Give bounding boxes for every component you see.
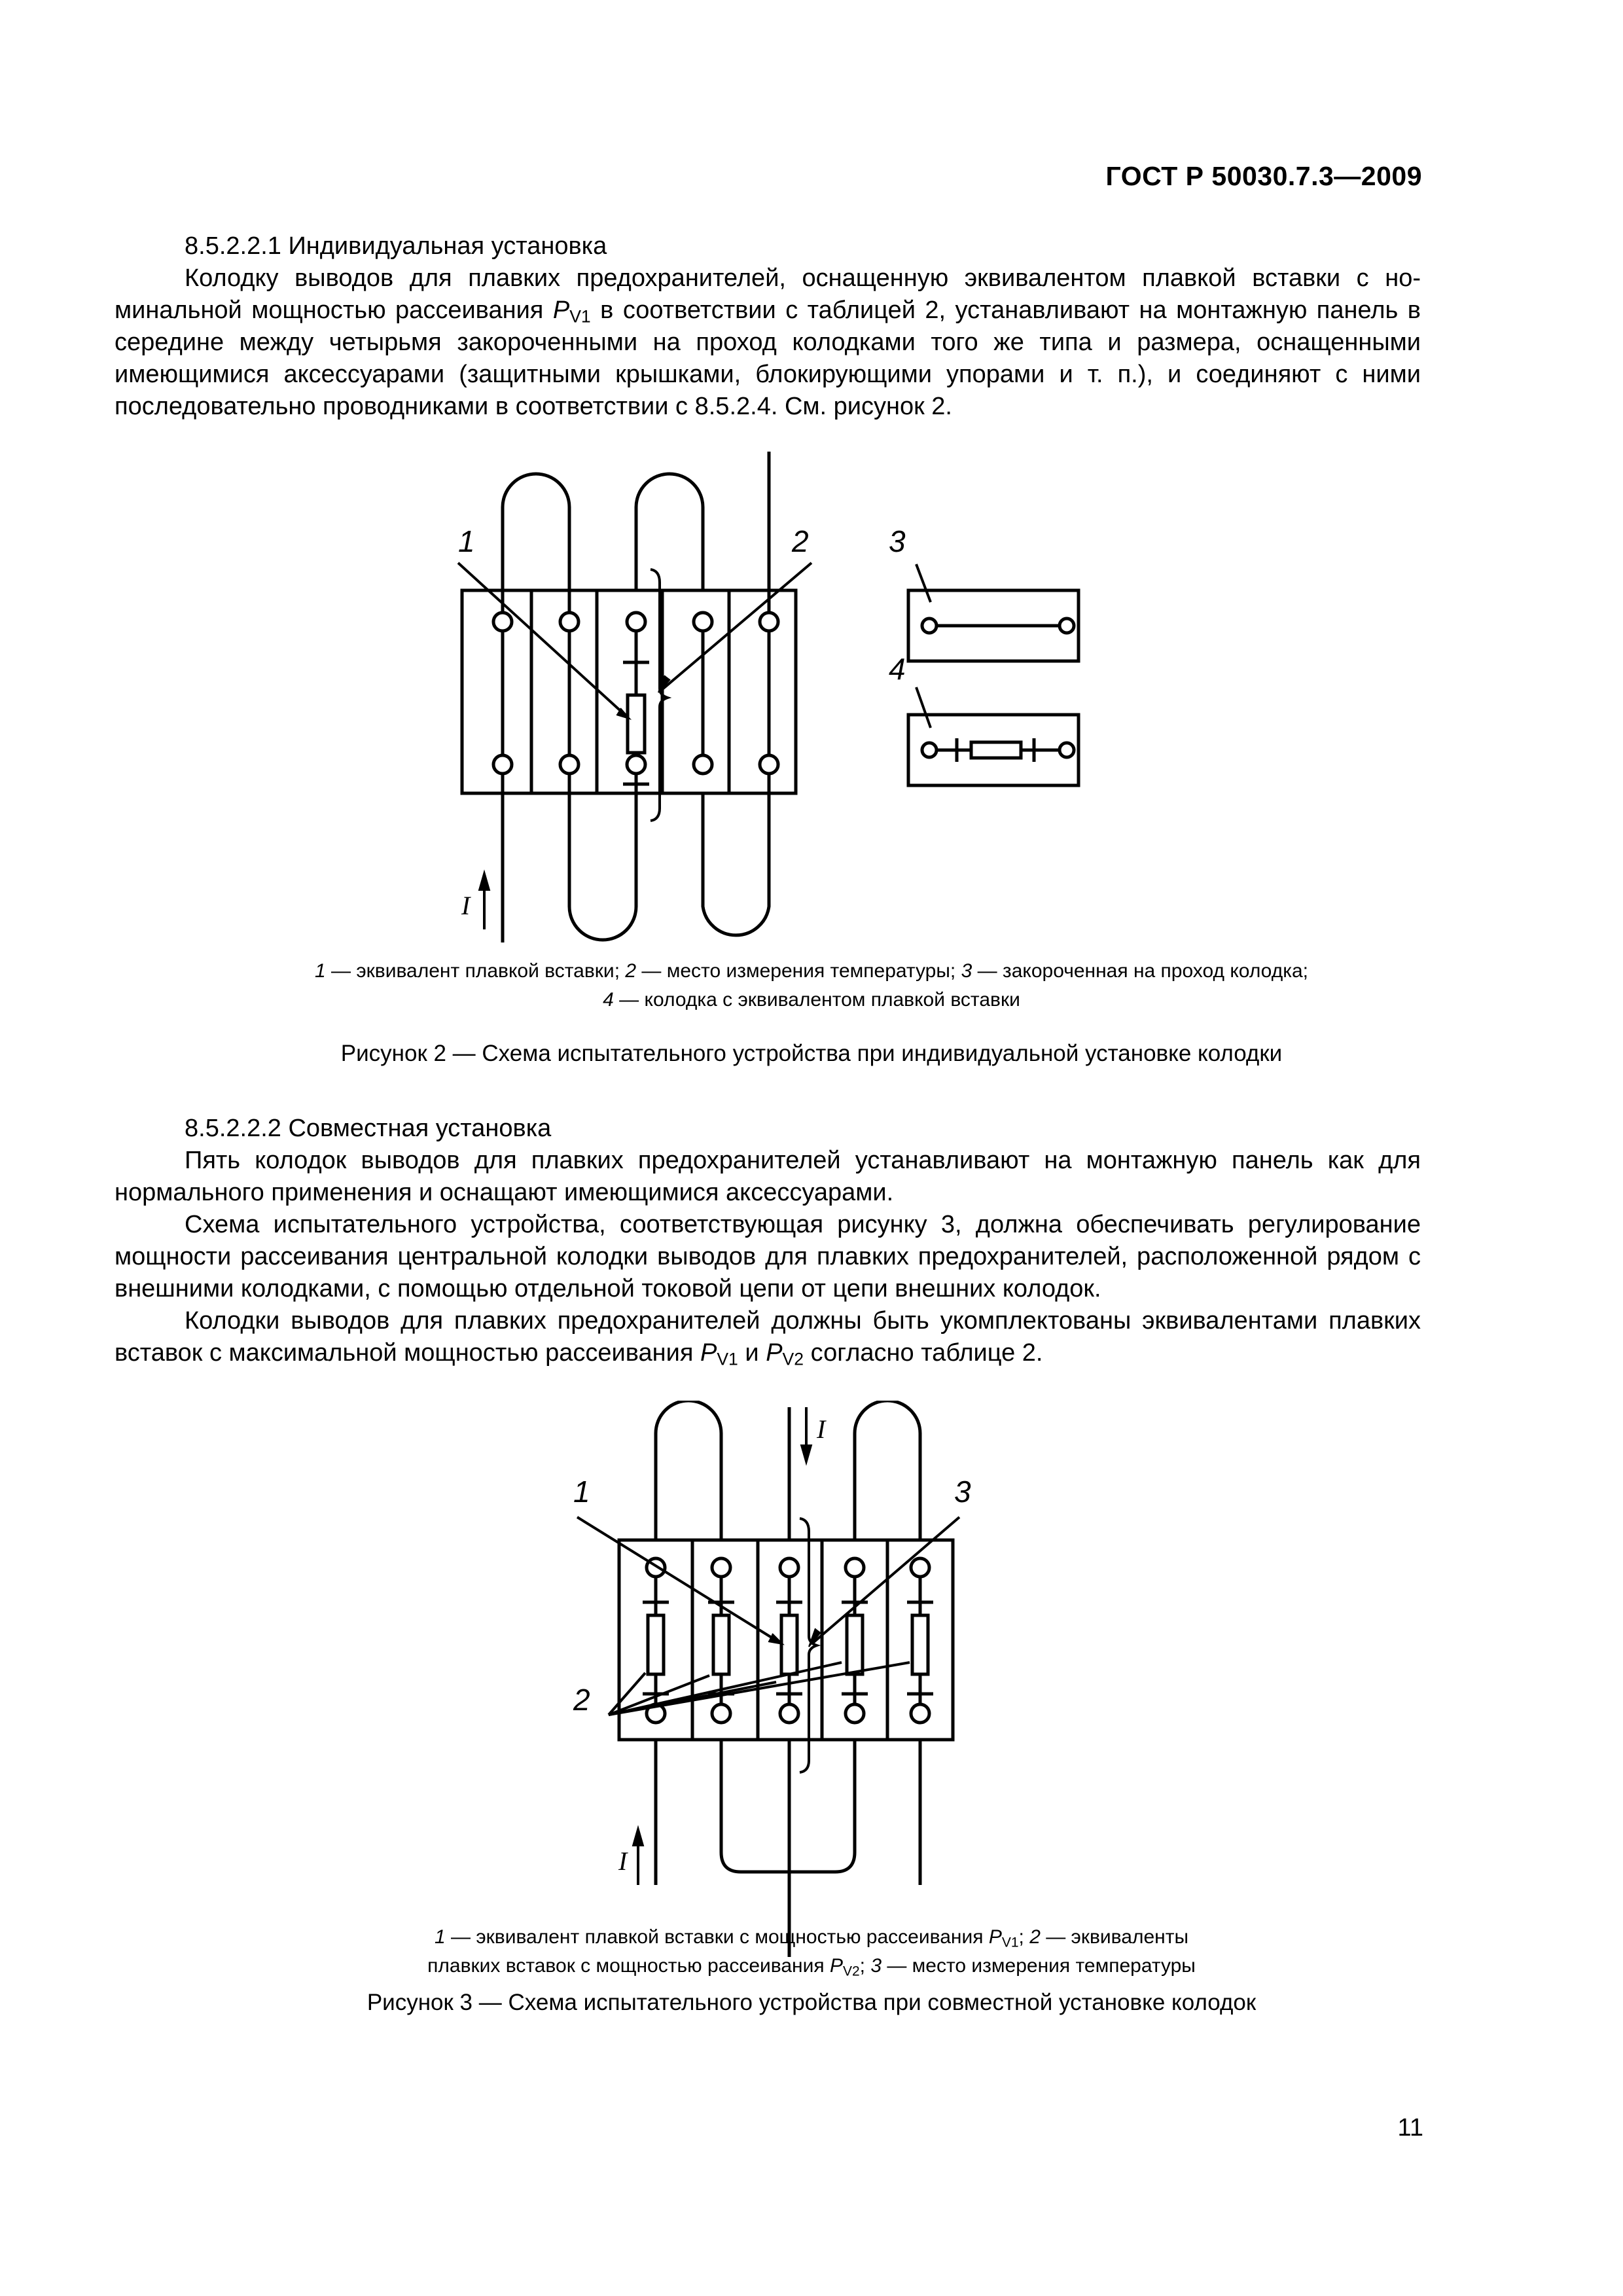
- section-heading: 8.5.2.2.2 Совместная установка: [185, 1115, 552, 1142]
- figure-3-legend: 1 — эквивалент плавкой вставки с мощностью рассеивания $P_{V1}$; 2 — эквиваленты плавких вставок с мощностью рассеивания $P_{V2}$; 3 — место измерения температуры: [427, 1926, 1196, 1979]
- figure-2-title: Рисунок 2 — Схема испытательного устройства при индивидуальной установке колодки: [340, 1041, 1283, 1066]
- fig2-label-2: 2: [792, 524, 809, 558]
- document-code: ГОСТ Р 50030.7.3—2009: [1105, 161, 1422, 191]
- paragraph: Схема испытательного устройства, соответствующая рисунку 3, должна обеспечивать регулирование мощности рассеивания центральной колодки выводов для плавких предохранителей, расположенной рядом с внешними колодками, с помощью отдельной токовой цепи от цепи внешних колодок.: [115, 1211, 1421, 1302]
- paragraph: Колодку выводов для плавких предохранителей, оснащенную эквивалентом плавкой вставки с номинальной мощностью рассеивания $P_{V1}$ в соответствии с таблицей 2, устанавливают на монтажную панель в середине между четырьмя закороченными на проход колодками того же типа и размера, оснащенными имеющимися аксессуарами (защитными крышками, блокирующими упорами и т. п.), и соединяют с ними последовательно проводниками в соответствии с 8.5.2.4. См. рисунок 2.: [115, 264, 1421, 420]
- section-individual: [115, 230, 1421, 423]
- paragraph: Пять колодок выводов для плавких предохранителей устанавливают на монтажную панель как для нормального применения и оснащают имеющимися аксессуарами.: [115, 1147, 1421, 1206]
- paragraph: Колодки выводов для плавких предохранителей должны быть укомплектованы эквивалентами плавких вставок с максимальной мощностью рассеивания $P_{V1}$ и $P_{V2}$ согласно таблице 2.: [115, 1307, 1421, 1369]
- fig3-current-label-top: I: [817, 1414, 826, 1444]
- section-heading: 8.5.2.2.1 Индивидуальная установка: [185, 232, 607, 260]
- section-joint: [115, 1113, 1421, 1369]
- fig3-label-1: 1: [573, 1475, 590, 1509]
- figure-2-diagram: [0, 432, 1623, 956]
- figure-3-diagram: [0, 1401, 1623, 1964]
- fig3-label-2: 2: [573, 1683, 590, 1717]
- fig2-label-4: 4: [889, 652, 906, 686]
- fig3-current-label-bottom: I: [618, 1846, 628, 1876]
- figure-3-title: Рисунок 3 — Схема испытательного устройства при совместной установке колодок: [366, 1990, 1257, 2015]
- page-number: 11: [1397, 2114, 1423, 2142]
- fig3-label-3: 3: [954, 1475, 971, 1509]
- fig2-label-1: 1: [458, 524, 475, 558]
- fig2-label-3: 3: [889, 524, 906, 558]
- fig2-current-label: I: [461, 891, 471, 920]
- figure-2-legend: 1 — эквивалент плавкой вставки; 2 — место измерения температуры; 3 — закороченная на проход колодка; 4 — колодка с эквивалентом плавкой вставки: [314, 960, 1309, 1011]
